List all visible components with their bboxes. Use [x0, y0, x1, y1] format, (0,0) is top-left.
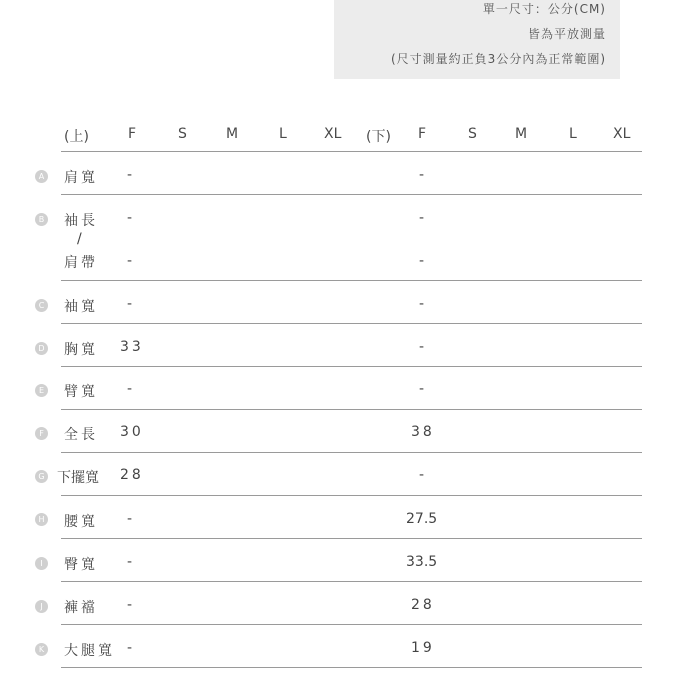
row-label-waist: 腰寬: [64, 514, 98, 530]
bottom-f-strap: -: [419, 253, 428, 269]
row-badge-e: E: [35, 384, 48, 397]
bottom-f-hem: -: [419, 467, 428, 483]
row-label-shoulder: 肩寬: [64, 170, 98, 186]
top-f-thigh: -: [127, 640, 136, 656]
row-label-sleeve-length: 袖長: [64, 213, 98, 229]
row-label-strap: 肩帶: [64, 255, 98, 271]
top-f-hip: -: [127, 554, 136, 570]
top-f-sleeve-width: -: [127, 296, 136, 312]
row-label-sleeve-width: 袖寬: [64, 299, 98, 315]
row-badge-f: F: [35, 427, 48, 440]
bottom-f-chest: -: [419, 339, 428, 355]
header-size-m-top: M: [226, 126, 239, 142]
row-divider: [61, 366, 642, 367]
row-badge-h: H: [35, 513, 48, 526]
row-label-length: 全長: [64, 427, 98, 443]
row-divider: [61, 624, 642, 625]
top-f-arm: -: [127, 381, 136, 397]
top-section-label: (上): [64, 129, 89, 145]
top-f-shoulder: -: [127, 167, 136, 183]
bottom-f-shoulder: -: [419, 167, 428, 183]
top-f-waist: -: [127, 511, 136, 527]
bottom-f-thigh: 19: [411, 640, 435, 656]
note-unit: 單一尺寸：公分(CM): [482, 2, 606, 16]
row-badge-b: B: [35, 213, 48, 226]
row-divider: [61, 581, 642, 582]
bottom-f-sleeve-width: -: [419, 296, 428, 312]
row-label-thigh: 大腿寬: [64, 643, 115, 659]
row-label-hip: 臀寬: [64, 557, 98, 573]
row-badge-i: I: [35, 557, 48, 570]
row-divider: [61, 280, 642, 281]
bottom-f-length: 38: [411, 424, 435, 440]
bottom-f-sleeve-length: -: [419, 210, 428, 226]
header-size-m-bottom: M: [515, 126, 528, 142]
header-divider: [61, 151, 642, 152]
header-size-xl-top: XL: [324, 126, 342, 142]
row-badge-g: G: [35, 470, 48, 483]
row-divider: [61, 409, 642, 410]
header-size-f-top: F: [128, 126, 137, 142]
bottom-f-hip: 33.5: [406, 554, 438, 570]
row-label-rise: 褲襠: [64, 600, 98, 616]
note-method: 皆為平放測量: [527, 27, 606, 41]
top-f-hem: 28: [120, 467, 144, 483]
bottom-f-waist: 27.5: [406, 511, 438, 527]
bottom-f-rise: 28: [411, 597, 435, 613]
row-badge-k: K: [35, 643, 48, 656]
top-f-rise: -: [127, 597, 136, 613]
row-badge-d: D: [35, 342, 48, 355]
header-size-s-bottom: S: [468, 126, 477, 142]
row-divider: [61, 495, 642, 496]
row-divider: [61, 323, 642, 324]
header-size-s-top: S: [178, 126, 187, 142]
note-tolerance: (尺寸測量約正負3公分內為正常範圍): [391, 52, 606, 66]
header-size-f-bottom: F: [418, 126, 427, 142]
row-divider: [61, 194, 642, 195]
row-label-separator: /: [77, 231, 85, 247]
row-divider: [61, 452, 642, 453]
header-size-xl-bottom: XL: [613, 126, 631, 142]
measurement-note: [334, 0, 620, 79]
row-label-arm: 臂寬: [64, 384, 98, 400]
top-f-length: 30: [120, 424, 144, 440]
top-f-sleeve-length: -: [127, 210, 136, 226]
row-divider: [61, 667, 642, 668]
bottom-f-arm: -: [419, 381, 428, 397]
bottom-section-label: (下): [366, 129, 391, 145]
row-label-chest: 胸寬: [64, 342, 98, 358]
row-badge-c: C: [35, 299, 48, 312]
header-size-l-top: L: [279, 126, 287, 142]
top-f-chest: 33: [120, 339, 144, 355]
row-badge-j: J: [35, 600, 48, 613]
row-label-hem: 下擺寬: [57, 470, 99, 486]
top-f-strap: -: [127, 253, 136, 269]
row-badge-a: A: [35, 170, 48, 183]
header-size-l-bottom: L: [569, 126, 577, 142]
row-divider: [61, 538, 642, 539]
